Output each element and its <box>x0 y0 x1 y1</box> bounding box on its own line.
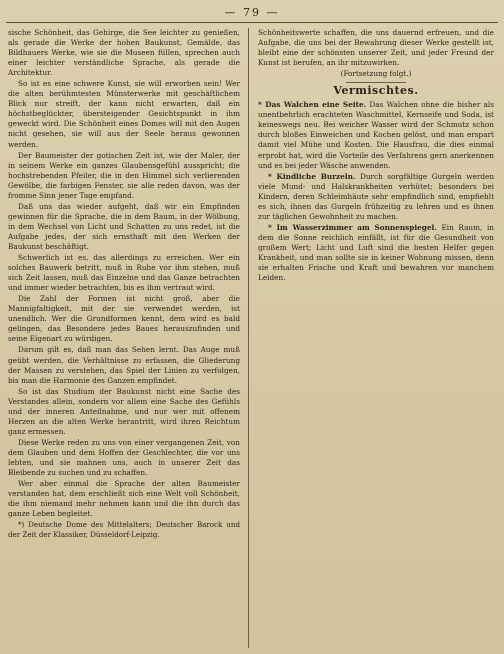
paragraph: Der Baumeister der gotischen Zeit ist, wie der Maler, der in seinem Werke ein ganzes Glaubensgefühl ausspricht; die hochstrebenden Pfeiler, die in den Himmel sich verlierenden Gewölbe, die farbigen Fenster, sie alle reden davon, was der fromme Sinn jener Tage empfand. <box>8 150 240 200</box>
paragraph: Darum gilt es, daß man das Sehen lernt. Das Auge muß geübt werden, die Verhältnisse zu erfassen, die Gliederung der Massen zu verstehen, das Spiel der Linien zu verfolgen, bis man die Harmonie des Ganzen empfindet. <box>8 345 240 385</box>
page-header <box>0 2 504 24</box>
paragraph: Daß uns das wieder aufgeht, daß wir ein Empfinden gewinnen für die Sprache, die in dem Raum, in der Wölbung, in dem Wechsel von Licht und Schatten zu uns redet, ist die Aufgabe jedes, der sich ernsthaft mit den Werken der Baukunst beschäftigt. <box>8 201 240 251</box>
paragraph: Wer aber einmal die Sprache der alten Baumeister verstanden hat, dem erschließt sich eine Welt voll Schönheit, die ihm niemand mehr nehmen kann und die ihn durch das ganze Leben begleitet. <box>8 479 240 519</box>
news-item <box>258 172 494 222</box>
paragraph: So ist das Studium der Baukunst nicht eine Sache des Verstandes allein, sondern vor allem eine Sache des Gefühls und der inneren Anteilnahme, und nur wer mit offenem Herzen an die alten Werke herantritt, wird ihren Reichtum ganz ermessen. <box>8 386 240 436</box>
header-rule <box>6 22 498 23</box>
item-lead: * Kindliche Burzeln. <box>268 171 356 181</box>
item-text: Ein Raum, in dem die Sonne reichlich einfällt, ist für die Gesundheit von großem Wert; Licht und Luft sind die besten Helfer gegen Krankheit, und man sollte sie in keiner Wohnung missen, denn sie erhalten Frische und Kraft und bewahren vor manchem Leiden. <box>258 222 494 283</box>
paragraph: Die Zahl der Formen ist nicht groß, aber die Mannigfaltigkeit, mit der sie verwendet werden, ist unendlich. Wer die Grundformen kennt, dem wird es bald gelingen, das Besondere jedes Baues herauszufinden und seine Eigenart zu würdigen. <box>8 294 240 344</box>
paragraph: Diese Werke reden zu uns von einer vergangenen Zeit, von dem Glauben und dem Hoffen der Geschlechter, die vor uns lebten, und sie mahnen uns, auch in unserer Zeit das Bleibende zu suchen und zu schaffen. <box>8 437 240 478</box>
left-column <box>8 28 240 648</box>
section-title: Vermischtes. <box>333 84 419 98</box>
news-item <box>258 223 494 283</box>
item-lead: * Das Walchen eine Seite. <box>258 100 367 110</box>
paragraph: sische Schönheit, das Gehirge, die See leichter zu genießen, als gerade die Werke der hohen Baukunst, Gemälde, das Bildhauers Werke, wie sie die Museen füllen, sprechen auch einer leichter verständliche Sprache, als gerade die Architektur. <box>8 28 240 78</box>
page-number: — 79 — <box>224 6 280 19</box>
news-item <box>258 100 494 170</box>
right-column <box>258 28 494 648</box>
footnote: *) Deutsche Dome des Mittelalters; Deutscher Barock und der Zeit der Klassiker, Düsseldorf-Leipzig. <box>8 520 240 540</box>
paragraph: Schönheitswerte schaffen, die uns dauernd erfreuen, und die Aufgabe, die uns bei der Bewahrung dieser Werke gestellt ist, bleibt eine der schönsten unserer Zeit, und jeder Freund der Kunst ist berufen, an ihr mitzuwirken. <box>258 28 494 68</box>
column-divider <box>248 28 249 648</box>
paragraph: Schwerlich ist es, das allerdings zu erreichen. Wer ein solches Bauwerk betritt, muß in Ruhe vor ihm stehen, muß sich Zeit lassen, muß das Einzelne und das Ganze betrachten und immer wieder betrachten, bis es ihm vertraut wird. <box>8 253 240 293</box>
continuation-note: (Fortsetzung folgt.) <box>340 69 412 79</box>
item-text: Das Walchen ohne die bisher als unentbehrlich erachteten Waschmittel, Kernseife und Soda, ist keineswegs neu. Bei weicher Wasser wird der Schmutz schon durch bloßes Einweichen und Kochen gelöst, und man erspart damit viel Mühe und Kosten. Die Hausfrau, die dies einmal erprobt hat, wird die Vorteile des Verfahrens gern anerkennen und es bei jeder Wäsche anwenden. <box>258 100 494 170</box>
paragraph: So ist es eine schwere Kunst, sie will erworben sein! Wer die alten berühmtesten Münsterwerke mit geschäftlichem Blick nur streift, der kann nicht erwarten, daß ein höchstbeglückter, übersteigender Gesichtspunkt in ihm geweckt wird. Die Schönheit eines Domes will mit den Augen nicht gesehen, sie will aus der Seele heraus gewonnen werden. <box>8 79 240 149</box>
item-lead: * Im Wasserzimmer am Sonnenspiegel. <box>268 222 437 232</box>
section-rule <box>346 82 406 83</box>
item-text: Durch sorgfältige Gurgeln werden viele Mund- und Halskrankheiten verhütet; besonders bei Kindern, deren Schleimhäute sehr empfindlich sind, empfiehlt es sich, ihnen das Gurgeln frühzeitig zu lehren und es ihnen zur täglichen Gewohnheit zu machen. <box>258 171 494 221</box>
